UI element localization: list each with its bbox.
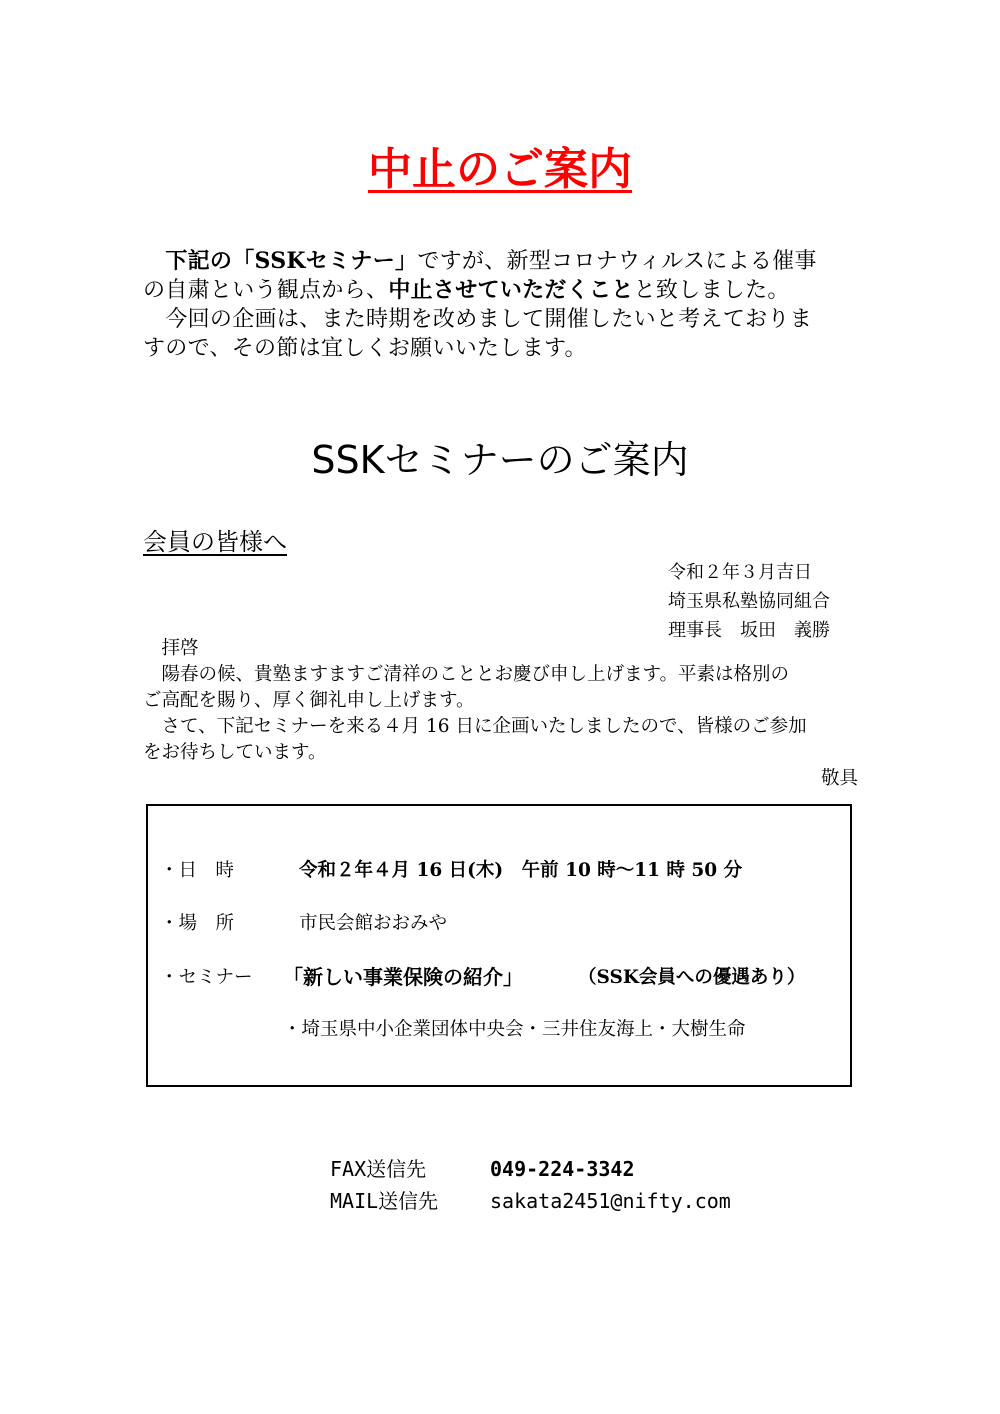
cancel-notice-text: 今回の企画は、また時期を改めまして開催したいと考えておりま: [165, 307, 813, 332]
letter-body: [143, 636, 858, 766]
details-box: [146, 804, 852, 1087]
letter-text: さて、下記セミナーを来る４月 16 日に企画いたしましたので、皆様のご参加: [161, 716, 807, 737]
seminar-title: SSKセミナーのご案内: [311, 438, 689, 482]
cancel-notice-line-2: [143, 276, 863, 305]
cancel-emphasis: 中止させていただくこと: [388, 277, 634, 303]
letter-text: 陽春の候、貴塾ますますご清祥のこととお慶び申し上げます。平素は格別の: [161, 664, 790, 685]
letter-text: をお待ちしています。: [143, 742, 327, 763]
seminar-topic: 「新しい事業保険の紹介」: [283, 965, 523, 989]
seminar-label: ・セミナー: [160, 967, 253, 988]
cancel-notice-line-4: [143, 334, 863, 363]
fax-number: 049-224-3342: [490, 1157, 635, 1181]
sender-block: [668, 558, 830, 645]
datetime-label: ・日 時: [160, 860, 235, 881]
fax-label: FAX送信先: [330, 1157, 427, 1181]
letter-opening: [143, 636, 858, 662]
organization-name: 埼玉県私塾協同組合: [668, 591, 830, 612]
mail-contact: [330, 1185, 731, 1217]
letter-closing: 敬具: [820, 768, 858, 789]
letter-line: [143, 714, 858, 740]
place-value: 市民会館おおみや: [299, 913, 448, 934]
cancel-notice-text: ですが、新型コロナウィルスによる催事: [417, 249, 817, 274]
cancel-notice-line-1: [143, 247, 863, 276]
place-label: ・場 所: [160, 913, 235, 934]
letter-line: [143, 740, 858, 766]
letter-text: ご高配を賜り、厚く御礼申し上げます。: [143, 690, 475, 711]
letter-line: [143, 662, 858, 688]
seminar-note: （SSK会員への優遇あり）: [578, 967, 806, 988]
sponsors: ・埼玉県中小企業団体中央会・三井住友海上・大樹生命: [283, 1019, 746, 1040]
cancel-notice-line-3: [143, 305, 863, 334]
cancel-notice-text: と致しました。: [633, 278, 790, 303]
mail-address[interactable]: sakata2451@nifty.com: [490, 1189, 731, 1213]
cancel-title: 中止のご案内: [368, 144, 632, 195]
letter-line: [143, 688, 858, 714]
seminar-name-bold: 下記の「SSKセミナー」: [165, 248, 418, 274]
cancel-notice: [143, 247, 863, 363]
cancel-notice-text: すので、その節は宜しくお願いいたします。: [143, 336, 587, 361]
opening-text: 拝啓: [161, 638, 199, 659]
chairman-name: 理事長 坂田 義勝: [668, 620, 830, 641]
salutation: 会員の皆様へ: [143, 528, 287, 556]
mail-label: MAIL送信先: [330, 1189, 439, 1213]
datetime-value: 令和２年４月 16 日(木) 午前 10 時〜11 時 50 分: [299, 860, 743, 881]
cancel-notice-text: の自粛という観点から、: [143, 278, 389, 303]
fax-contact: [330, 1153, 635, 1185]
issue-date: 令和２年３月吉日: [668, 562, 812, 583]
